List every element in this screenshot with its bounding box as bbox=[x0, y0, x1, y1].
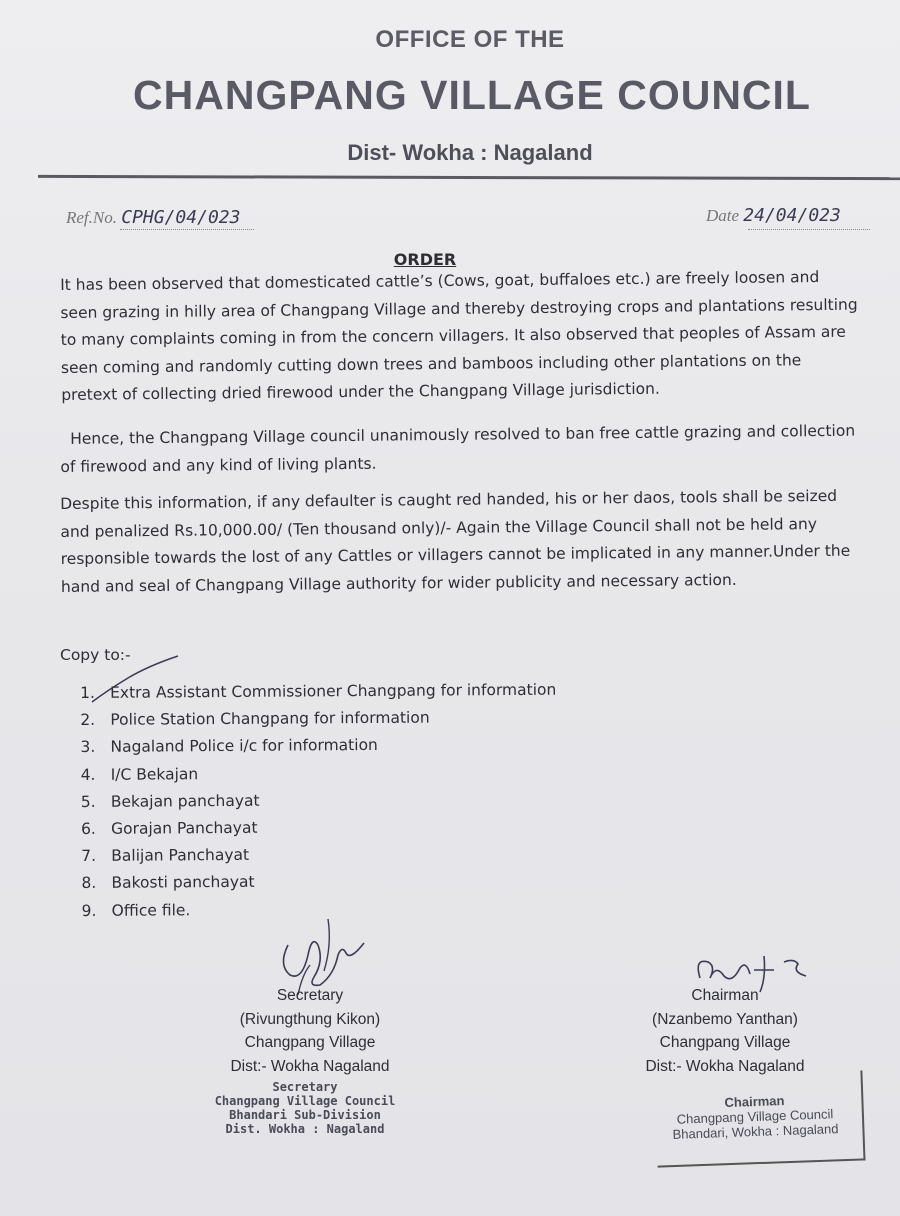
ref-value: CPHG/04/023 bbox=[121, 207, 241, 228]
secretary-village: Changpang Village bbox=[244, 1034, 376, 1051]
letterhead-office: OFFICE OF THE bbox=[375, 26, 565, 53]
order-paragraph-2: Hence, the Changpang Village council unanimously resolved to ban free cattle grazing and collection of firewood and any kind of living plants. bbox=[60, 421, 856, 476]
chairman-district: Dist:- Wokha Nagaland bbox=[645, 1057, 805, 1075]
date-dotted-line bbox=[748, 229, 870, 230]
letterhead-district: Dist- Wokha : Nagaland bbox=[347, 140, 593, 165]
copy-to-item: 5. Bekajan panchayat bbox=[80, 791, 260, 811]
secretary-name: (Rivungthung Kikon) bbox=[239, 1010, 381, 1028]
order-paragraph-3: Despite this information, if any defaulter is caught red handed, his or her daos, tools shall be seized and penalized Rs.10,000.00/ (Ten thousand only)/- Again the Village Council shall not be held any responsible towards the lost of any Cattles or villagers cannot be implicated in any manner.Under the hand and seal of Changpang Village authority for wider publicity and necessary action. bbox=[60, 486, 851, 596]
chairman-title: Chairman bbox=[691, 987, 759, 1004]
order-date bbox=[706, 205, 841, 226]
date-label: Date bbox=[706, 206, 740, 225]
copy-to-item: 4. I/C Bekajan bbox=[80, 764, 199, 784]
chairman-village: Changpang Village bbox=[659, 1034, 791, 1051]
copy-to-list bbox=[80, 677, 558, 925]
letterhead-council-name: CHANGPANG VILLAGE COUNCIL bbox=[133, 72, 811, 118]
copy-to-item: 7. Balijan Panchayat bbox=[81, 845, 250, 866]
chairman-seal: Chairman Changpang Village Council Bhandari, Wokha : Nagaland bbox=[672, 1092, 839, 1142]
reference-number bbox=[66, 207, 240, 228]
secretary-title: Secretary bbox=[276, 987, 344, 1004]
copy-to-item: 8. Bakosti panchayat bbox=[81, 873, 255, 893]
secretary-block bbox=[200, 984, 420, 1078]
date-value: 24/04/023 bbox=[743, 205, 841, 226]
secretary-district: Dist:- Wokha Nagaland bbox=[230, 1057, 390, 1075]
secretary-seal: Secretary Changpang Village Council Bhandari Sub-Division Dist. Wokha : Nagaland bbox=[214, 1080, 396, 1136]
copy-to-item: 6. Gorajan Panchayat bbox=[80, 818, 258, 838]
order-paragraph-1: It has been observed that domesticated cattle’s (Cows, goat, buffaloes etc.) are freely loosen and seen grazing in hilly area of Changpang Village and thereby destroying crops and plantations resulting to many complaints coming in from the concern villagers. It also observed that peoples of Assam are seen coming and randomly cutting down trees and bamboos including other plantations on the pretext of collecting dried firewood under the Changpang Village jurisdiction. bbox=[60, 268, 858, 404]
chairman-block bbox=[620, 984, 830, 1078]
ref-label: Ref.No. bbox=[66, 208, 117, 227]
order-title: ORDER bbox=[393, 250, 457, 269]
copy-to-item: 1. Extra Assistant Commissioner Changpang for information bbox=[80, 680, 557, 702]
copy-to-item: 2. Police Station Changpang for information bbox=[80, 708, 430, 730]
copy-to-item: 9. Office file. bbox=[81, 900, 191, 920]
ref-dotted-line bbox=[120, 229, 254, 230]
letterhead-rule bbox=[38, 175, 900, 180]
copy-to-item: 3. Nagaland Police i/c for information bbox=[80, 736, 378, 757]
chairman-name: (Nzanbemo Yanthan) bbox=[652, 1010, 798, 1028]
copy-to-label: Copy to:- bbox=[60, 646, 131, 664]
